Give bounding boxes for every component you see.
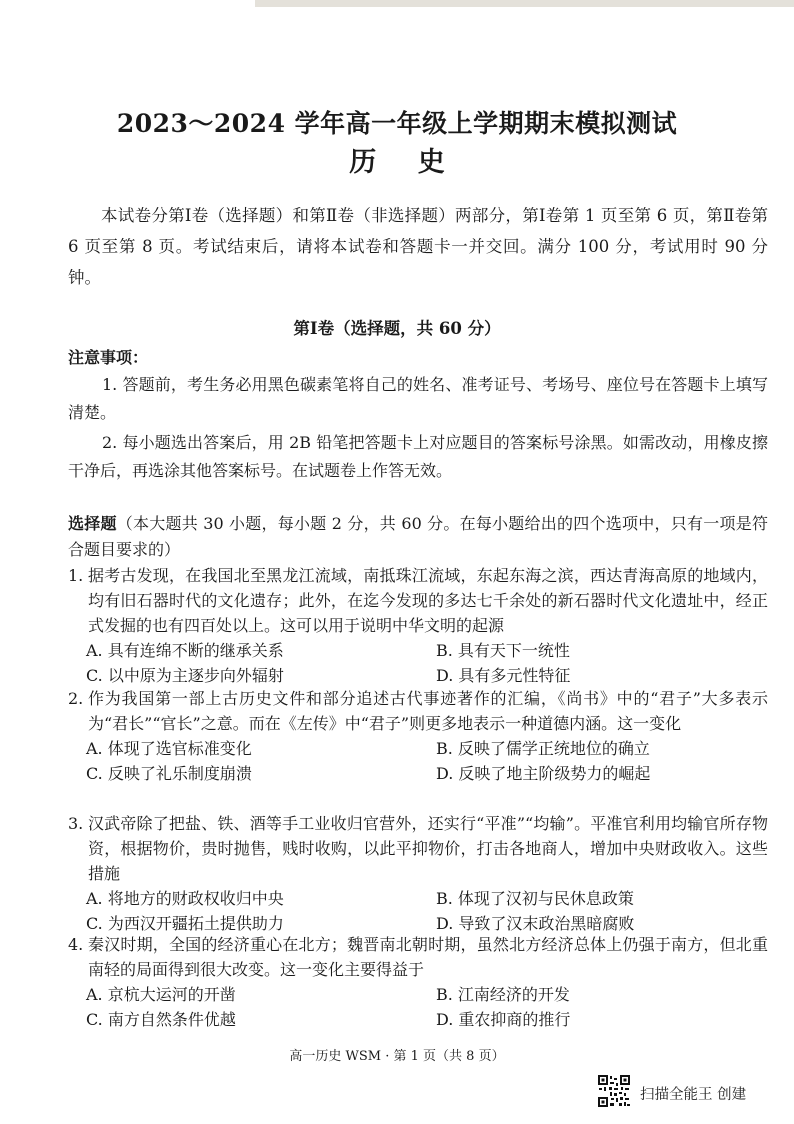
option-c: C. 反映了礼乐制度崩溃 [86, 764, 252, 783]
qr-code-icon [597, 1074, 631, 1108]
exam-instructions: 本试卷分第Ⅰ卷（选择题）和第Ⅱ卷（非选择题）两部分，第Ⅰ卷第 1 页至第 6 页，第Ⅱ卷第 6 页至第 8 页。考试结束后，请将本试卷和答题卡一并交回。满分 100 分，考试用时 90 分钟。 [68, 206, 768, 287]
question-stem: 汉武帝除了把盐、铁、酒等手工业收归官营外，还实行“平准”“均输”。平准官利用均输官所存物资，根据物价，贵时抛售，贱时收购，以此平抑物价，打击各地商人，增加中央财政收入。这些措施 [88, 814, 768, 883]
option-d: D. 反映了地主阶级势力的崛起 [436, 764, 651, 783]
option-b: B. 体现了汉初与民休息政策 [436, 889, 634, 908]
choice-section-header [68, 511, 768, 563]
option-b: B. 反映了儒学正统地位的确立 [436, 739, 650, 758]
notice-item-2: 2. 每小题选出答案后，用 2B 铅笔把答题卡上对应题目的答案标号涂黑。如需改动，用橡皮擦干净后，再选涂其他答案标号。在试题卷上作答无效。 [68, 433, 768, 480]
choice-section-label: 选择题 [68, 514, 117, 533]
option-a: A. 体现了选官标准变化 [86, 739, 252, 758]
question-stem: 秦汉时期，全国的经济重心在北方；魏晋南北朝时期，虽然北方经济总体上仍强于南方，但北重南轻的局面得到很大改变。这一变化主要得益于 [88, 935, 768, 979]
option-c: C. 以中原为主逐步向外辐射 [86, 666, 284, 685]
section-title: 第Ⅰ卷（选择题，共 60 分） [293, 319, 501, 338]
scanner-watermark: 扫描全能王 创建 [640, 1087, 747, 1103]
scan-edge-strip [255, 0, 794, 7]
question-4 [68, 932, 768, 1032]
option-a: A. 具有连绵不断的继承关系 [86, 641, 284, 660]
question-1 [68, 563, 768, 688]
option-b: B. 江南经济的开发 [436, 985, 570, 1004]
option-c: C. 南方自然条件优越 [86, 1010, 236, 1029]
question-number: 2. [68, 689, 84, 708]
notice-item-1: 1. 答题前，考生务必用黑色碳素笔将自己的姓名、准考证号、考场号、座位号在答题卡上填写清楚。 [68, 375, 768, 422]
option-d: D. 重农抑商的推行 [436, 1010, 571, 1029]
notice-title: 注意事项： [68, 348, 149, 367]
exam-title: 2023～2024 学年高一年级上学期期末模拟测试 [116, 109, 678, 138]
option-a: A. 将地方的财政权收归中央 [86, 889, 284, 908]
option-b: B. 具有天下一统性 [436, 641, 570, 660]
question-number: 3. [68, 814, 84, 833]
option-a: A. 京杭大运河的开凿 [86, 985, 236, 1004]
question-stem: 据考古发现，在我国北至黑龙江流域，南抵珠江流域，东起东海之滨，西达青海高原的地域内，均有旧石器时代的文化遗存；此外，在迄今发现的多达七千余处的新石器时代文化遗址中，经正式发掘的也有四百处以上。这可以用于说明中华文明的起源 [88, 566, 768, 635]
subject-title: 历 史 [349, 147, 461, 178]
question-number: 4. [68, 935, 84, 954]
option-d: D. 导致了汉末政治黑暗腐败 [436, 914, 635, 933]
question-stem: 作为我国第一部上古历史文件和部分追述古代事迹著作的汇编，《尚书》中的“君子”大多表示为“君长”“官长”之意。而在《左传》中“君子”则更多地表示一种道德内涵。这一变化 [88, 689, 768, 733]
choice-section-rules: （本大题共 30 小题，每小题 2 分，共 60 分。在每小题给出的四个选项中，只有一项是符合题目要求的） [68, 514, 768, 559]
option-c: C. 为西汉开疆拓土提供助力 [86, 914, 284, 933]
question-3 [68, 811, 768, 936]
option-d: D. 具有多元性特征 [436, 666, 571, 685]
page-footer: 高一历史 WSM · 第 1 页（共 8 页） [289, 1049, 505, 1064]
question-number: 1. [68, 566, 84, 585]
question-2 [68, 686, 768, 786]
